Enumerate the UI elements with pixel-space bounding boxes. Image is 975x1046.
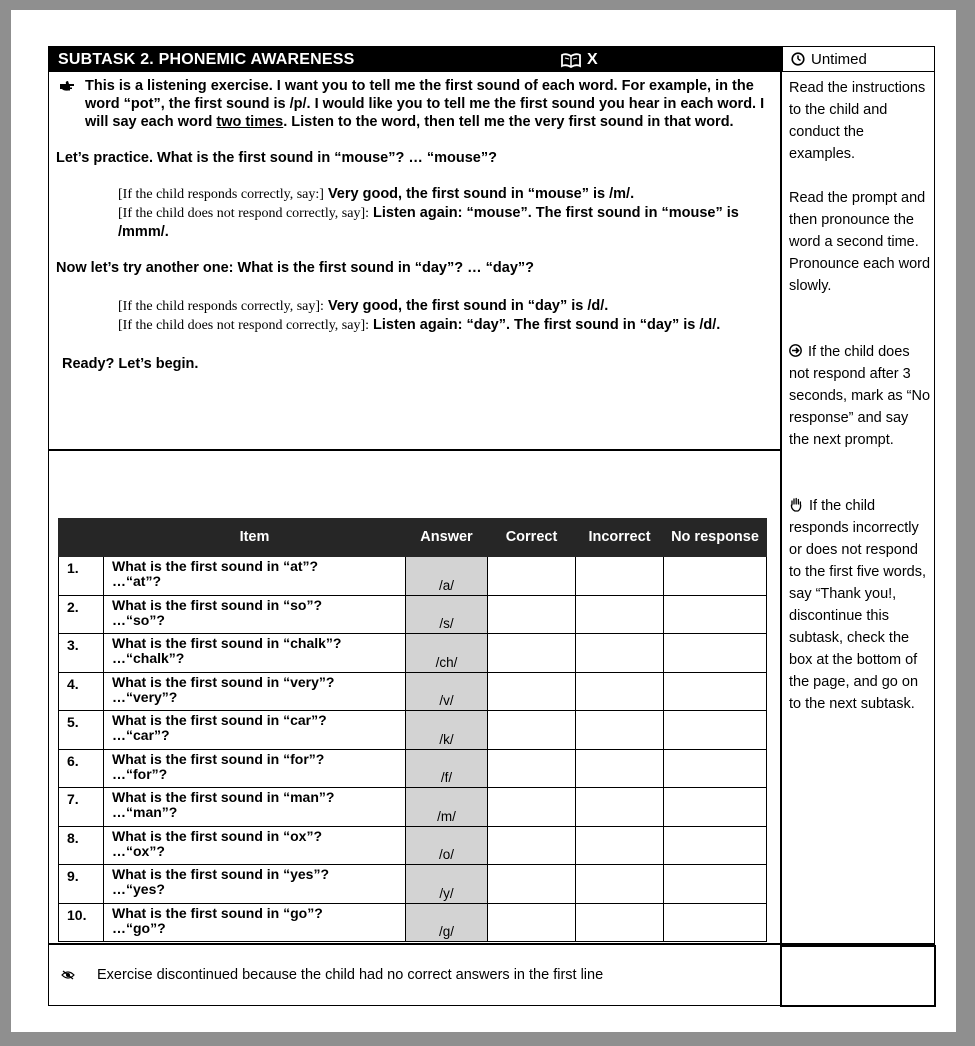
side-note-prompt: Read the prompt and then pronounce the word a second time. Pronounce each word slowly. xyxy=(789,190,931,294)
header-correct: Correct xyxy=(488,519,576,557)
item-number: 5. xyxy=(59,711,104,750)
subtask-frame xyxy=(48,46,935,1006)
item-prompt: What is the first sound in “for”? …“for”? xyxy=(104,749,406,788)
item-number: 6. xyxy=(59,749,104,788)
table-row xyxy=(59,865,767,904)
item-prompt: What is the first sound in “so”? …“so”? xyxy=(104,595,406,634)
header-bar xyxy=(49,47,782,72)
incorrect-cell[interactable] xyxy=(576,711,664,750)
incorrect-cell[interactable] xyxy=(576,557,664,596)
no-response-cell[interactable] xyxy=(664,672,767,711)
table-row xyxy=(59,672,767,711)
item-number: 9. xyxy=(59,865,104,904)
header-item: Item xyxy=(104,519,406,557)
column-divider xyxy=(780,72,782,944)
item-number: 3. xyxy=(59,634,104,673)
discontinue-note: Exercise discontinued because the child had no correct answers in the first line xyxy=(61,967,603,983)
side-note-discontinue: If the child responds incorrectly or does not respond to the first five words, say “Thank you!, discontinue this subtask, check the box at the bottom of the page, and go on to the next subtask. xyxy=(789,498,926,712)
section-divider xyxy=(49,449,781,451)
item-answer: /m/ xyxy=(406,788,488,827)
side-note-instructions: Read the instructions to the child and conduct the examples. xyxy=(789,80,926,162)
correct-cell[interactable] xyxy=(488,749,576,788)
table-row xyxy=(59,557,767,596)
discontinued-checkbox[interactable] xyxy=(780,945,936,1007)
table-header-row xyxy=(59,519,767,557)
no-response-cell[interactable] xyxy=(664,595,767,634)
correct-cell[interactable] xyxy=(488,826,576,865)
item-prompt: What is the first sound in “man”? …“man”? xyxy=(104,788,406,827)
practice-two: Now let’s try another one: What is the first sound in “day”? … “day”? xyxy=(56,260,535,276)
item-number: 10. xyxy=(59,903,104,942)
item-prompt: What is the first sound in “yes”? …“yes? xyxy=(104,865,406,904)
eye-icon xyxy=(61,970,75,980)
correct-cell[interactable] xyxy=(488,903,576,942)
table-row xyxy=(59,826,767,865)
no-response-cell[interactable] xyxy=(664,826,767,865)
item-prompt: What is the first sound in “car”? …“car”? xyxy=(104,711,406,750)
header-incorrect: Incorrect xyxy=(576,519,664,557)
item-prompt: What is the first sound in “chalk”? …“chalk”? xyxy=(104,634,406,673)
intro-paragraph: This is a listening exercise. I want you to tell me the first sound of each word. For example, in the word “pot”, the first sound is /p/. I would like you to tell me the first sound you hear in each word. I will say each word two times. Listen to the word, then tell me the very first sound in that word. xyxy=(56,77,774,131)
table-row xyxy=(59,595,767,634)
item-answer: /s/ xyxy=(406,595,488,634)
incorrect-cell[interactable] xyxy=(576,634,664,673)
book-indicator xyxy=(561,51,598,69)
items-table xyxy=(58,518,767,942)
incorrect-cell[interactable] xyxy=(576,903,664,942)
subtask-title: SUBTASK 2. PHONEMIC AWARENESS xyxy=(58,51,355,68)
book-mark: X xyxy=(587,51,598,68)
item-prompt: What is the first sound in “at”? …“at”? xyxy=(104,557,406,596)
correct-cell[interactable] xyxy=(488,865,576,904)
incorrect-cell[interactable] xyxy=(576,595,664,634)
page xyxy=(11,10,956,1032)
item-prompt: What is the first sound in “ox”? …“ox”? xyxy=(104,826,406,865)
no-response-cell[interactable] xyxy=(664,788,767,827)
ready-text: Ready? Let’s begin. xyxy=(62,356,199,372)
correct-cell[interactable] xyxy=(488,711,576,750)
clock-icon xyxy=(791,52,805,66)
incorrect-cell[interactable] xyxy=(576,749,664,788)
pointing-hand-icon xyxy=(59,80,75,92)
table-row xyxy=(59,634,767,673)
item-answer: /f/ xyxy=(406,749,488,788)
incorrect-cell[interactable] xyxy=(576,788,664,827)
item-number: 2. xyxy=(59,595,104,634)
item-number: 8. xyxy=(59,826,104,865)
correct-cell[interactable] xyxy=(488,557,576,596)
table-row xyxy=(59,903,767,942)
practice-two-responses: [If the child responds correctly, say]: Very good, the first sound in “day” is /d/. [If the child does not respond correctly, say]: Listen again: “day”. The first sound in “day” is /d/. xyxy=(118,298,721,333)
incorrect-cell[interactable] xyxy=(576,672,664,711)
side-notes xyxy=(789,77,931,715)
item-answer: /y/ xyxy=(406,865,488,904)
item-number: 7. xyxy=(59,788,104,827)
correct-cell[interactable] xyxy=(488,595,576,634)
practice-one: Let’s practice. What is the first sound in “mouse”? … “mouse”? xyxy=(56,150,497,166)
item-answer: /ch/ xyxy=(406,634,488,673)
correct-cell[interactable] xyxy=(488,788,576,827)
side-note-no-response: If the child does not respond after 3 seconds, mark as “No response” and say the next prompt. xyxy=(789,344,931,448)
correct-cell[interactable] xyxy=(488,634,576,673)
item-number: 1. xyxy=(59,557,104,596)
incorrect-cell[interactable] xyxy=(576,865,664,904)
incorrect-cell[interactable] xyxy=(576,826,664,865)
no-response-cell[interactable] xyxy=(664,865,767,904)
item-answer: /a/ xyxy=(406,557,488,596)
no-response-cell[interactable] xyxy=(664,557,767,596)
header-no-response: No response xyxy=(664,519,767,557)
timing-label: Untimed xyxy=(811,50,867,68)
no-response-cell[interactable] xyxy=(664,903,767,942)
timing-cell xyxy=(782,47,934,72)
item-answer: /g/ xyxy=(406,903,488,942)
book-icon xyxy=(561,53,581,68)
item-answer: /o/ xyxy=(406,826,488,865)
stop-hand-icon xyxy=(789,497,803,512)
arrow-right-icon xyxy=(789,344,802,357)
item-prompt: What is the first sound in “go”? …“go”? xyxy=(104,903,406,942)
header-answer: Answer xyxy=(406,519,488,557)
instructions xyxy=(56,77,774,373)
no-response-cell[interactable] xyxy=(664,711,767,750)
item-answer: /v/ xyxy=(406,672,488,711)
correct-cell[interactable] xyxy=(488,672,576,711)
header-num xyxy=(59,519,104,557)
table-row xyxy=(59,711,767,750)
table-row xyxy=(59,788,767,827)
table-row xyxy=(59,749,767,788)
no-response-cell[interactable] xyxy=(664,749,767,788)
item-number: 4. xyxy=(59,672,104,711)
practice-one-responses: [If the child responds correctly, say:] Very good, the first sound in “mouse” is /m/. [If the child does not respond correctly, say]: Listen again: “mouse”. The first sound in “mouse” is /mmm/. xyxy=(118,186,739,240)
item-answer: /k/ xyxy=(406,711,488,750)
no-response-cell[interactable] xyxy=(664,634,767,673)
item-prompt: What is the first sound in “very”? …“very”? xyxy=(104,672,406,711)
